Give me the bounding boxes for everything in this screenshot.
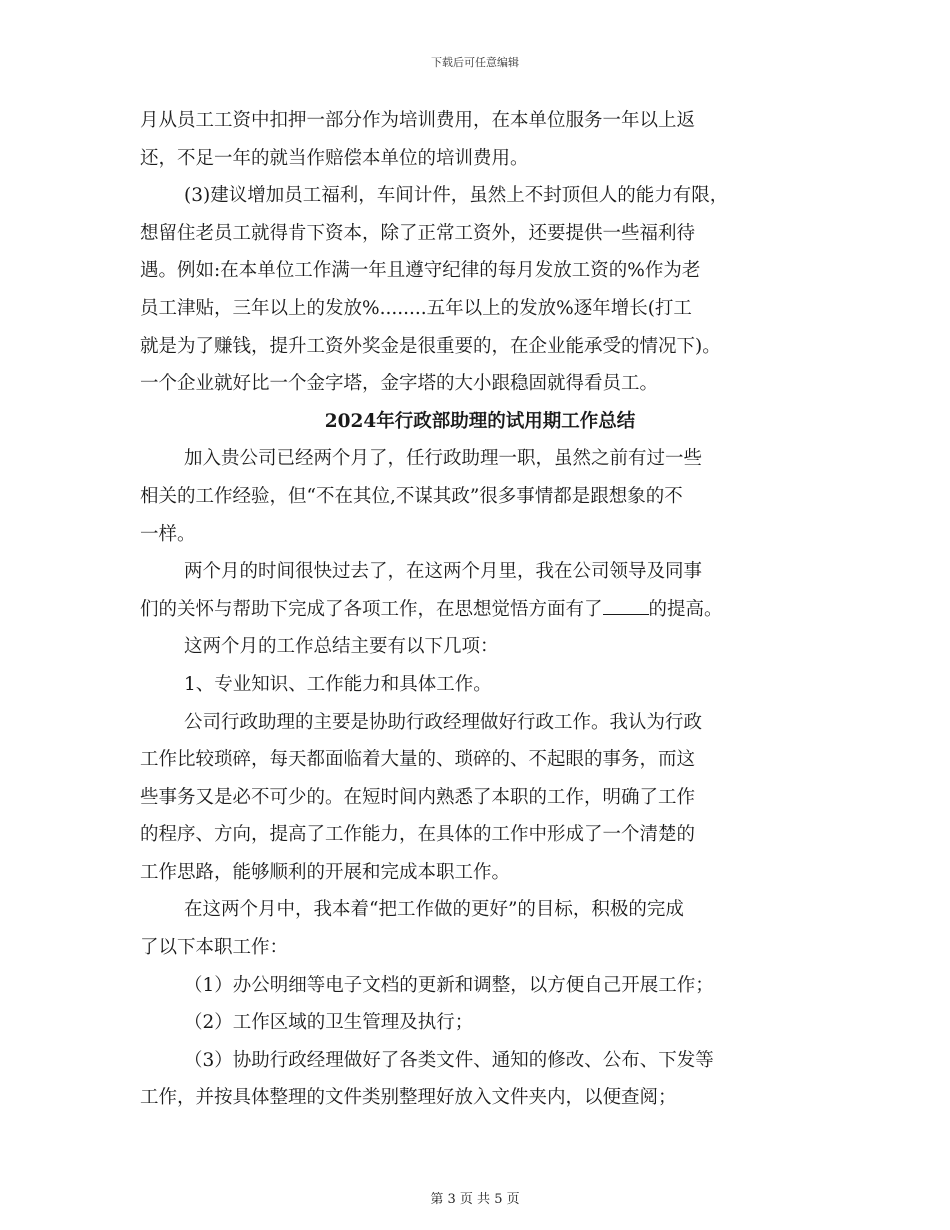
paragraph-line [140, 591, 820, 629]
paragraph-line: 就是为了赚钱，提升工资外奖金是很重要的，在企业能承受的情况下)。 [140, 335, 721, 357]
paragraph-line: 工作思路，能够顺利的开展和完成本职工作。 [140, 861, 511, 883]
list-item: （2）工作区域的卫生管理及执行； [184, 1012, 474, 1034]
list-item: （1）办公明细等电子文档的更新和调整，以方便自己开展工作； [184, 974, 714, 996]
paragraph-line: 工作，并按具体整理的文件类别整理好放入文件夹内，以便查阅； [140, 1087, 677, 1109]
paragraph-line: 些事务又是必不可少的。在短时间内熟悉了本职的工作，明确了工作 [140, 786, 696, 808]
page-header: 下载后可任意编辑 [431, 56, 519, 69]
section-title: 2024年行政部助理的试用期工作总结 [324, 410, 636, 432]
paragraph-line: 月从员工工资中扣押一部分作为培训费用，在本单位服务一年以上返 [140, 110, 696, 131]
paragraph-line: 加入贵公司已经两个月了，任行政助理一职，虽然之前有过一些 [184, 448, 703, 470]
fill-in-blank [603, 594, 649, 615]
paragraph-line: 一样。 [140, 523, 196, 545]
paragraph-line: 工作比较琐碎，每天都面临着大量的、琐碎的、不起眼的事务，而这 [140, 749, 696, 771]
paragraph-line: 了以下本职工作： [140, 937, 289, 959]
paragraph-line: (3)建议增加员工福利，车间计件，虽然上不封顶但人的能力有限， [184, 185, 729, 207]
paragraph-line: 遇。例如:在本单位工作满一年且遵守纪律的每月发放工资的%作为老 [140, 260, 701, 282]
list-item: （3）协助行政经理做好了各类文件、通知的修改、公布、下发等 [184, 1049, 714, 1071]
paragraph-line: 员工津贴，三年以上的发放%........五年以上的发放%逐年增长(打工 [140, 297, 692, 319]
paragraph-line: 相关的工作经验，但“不在其位,不谋其政”很多事情都是跟想象的不 [140, 485, 683, 507]
paragraph-line: 想留住老员工就得肯下资本，除了正常工资外，还要提供一些福利待 [140, 222, 696, 244]
paragraph-line: 还，不足一年的就当作赔偿本单位的培训费用。 [140, 147, 529, 169]
paragraph-line: 两个月的时间很快过去了，在这两个月里，我在公司领导及同事 [184, 561, 703, 583]
paragraph-line: 在这两个月中，我本着“把工作做的更好”的目标，积极的完成 [184, 899, 684, 921]
line-text: 们的关怀与帮助下完成了各项工作，在思想觉悟方面有了 [140, 598, 603, 620]
line-text: 的提高。 [648, 598, 723, 620]
paragraph-line: 一个企业就好比一个金字塔，金字塔的大小跟稳固就得看员工。 [140, 373, 659, 395]
page-footer: 第 3 页 共 5 页 [430, 1192, 520, 1207]
paragraph-line: 1、专业知识、工作能力和具体工作。 [184, 673, 492, 695]
paragraph-line: 公司行政助理的主要是协助行政经理做好行政工作。我认为行政 [184, 711, 703, 733]
paragraph-line: 的程序、方向，提高了工作能力，在具体的工作中形成了一个清楚的 [140, 824, 696, 846]
paragraph-line: 这两个月的工作总结主要有以下几项： [184, 636, 499, 658]
document-body [140, 102, 820, 1117]
